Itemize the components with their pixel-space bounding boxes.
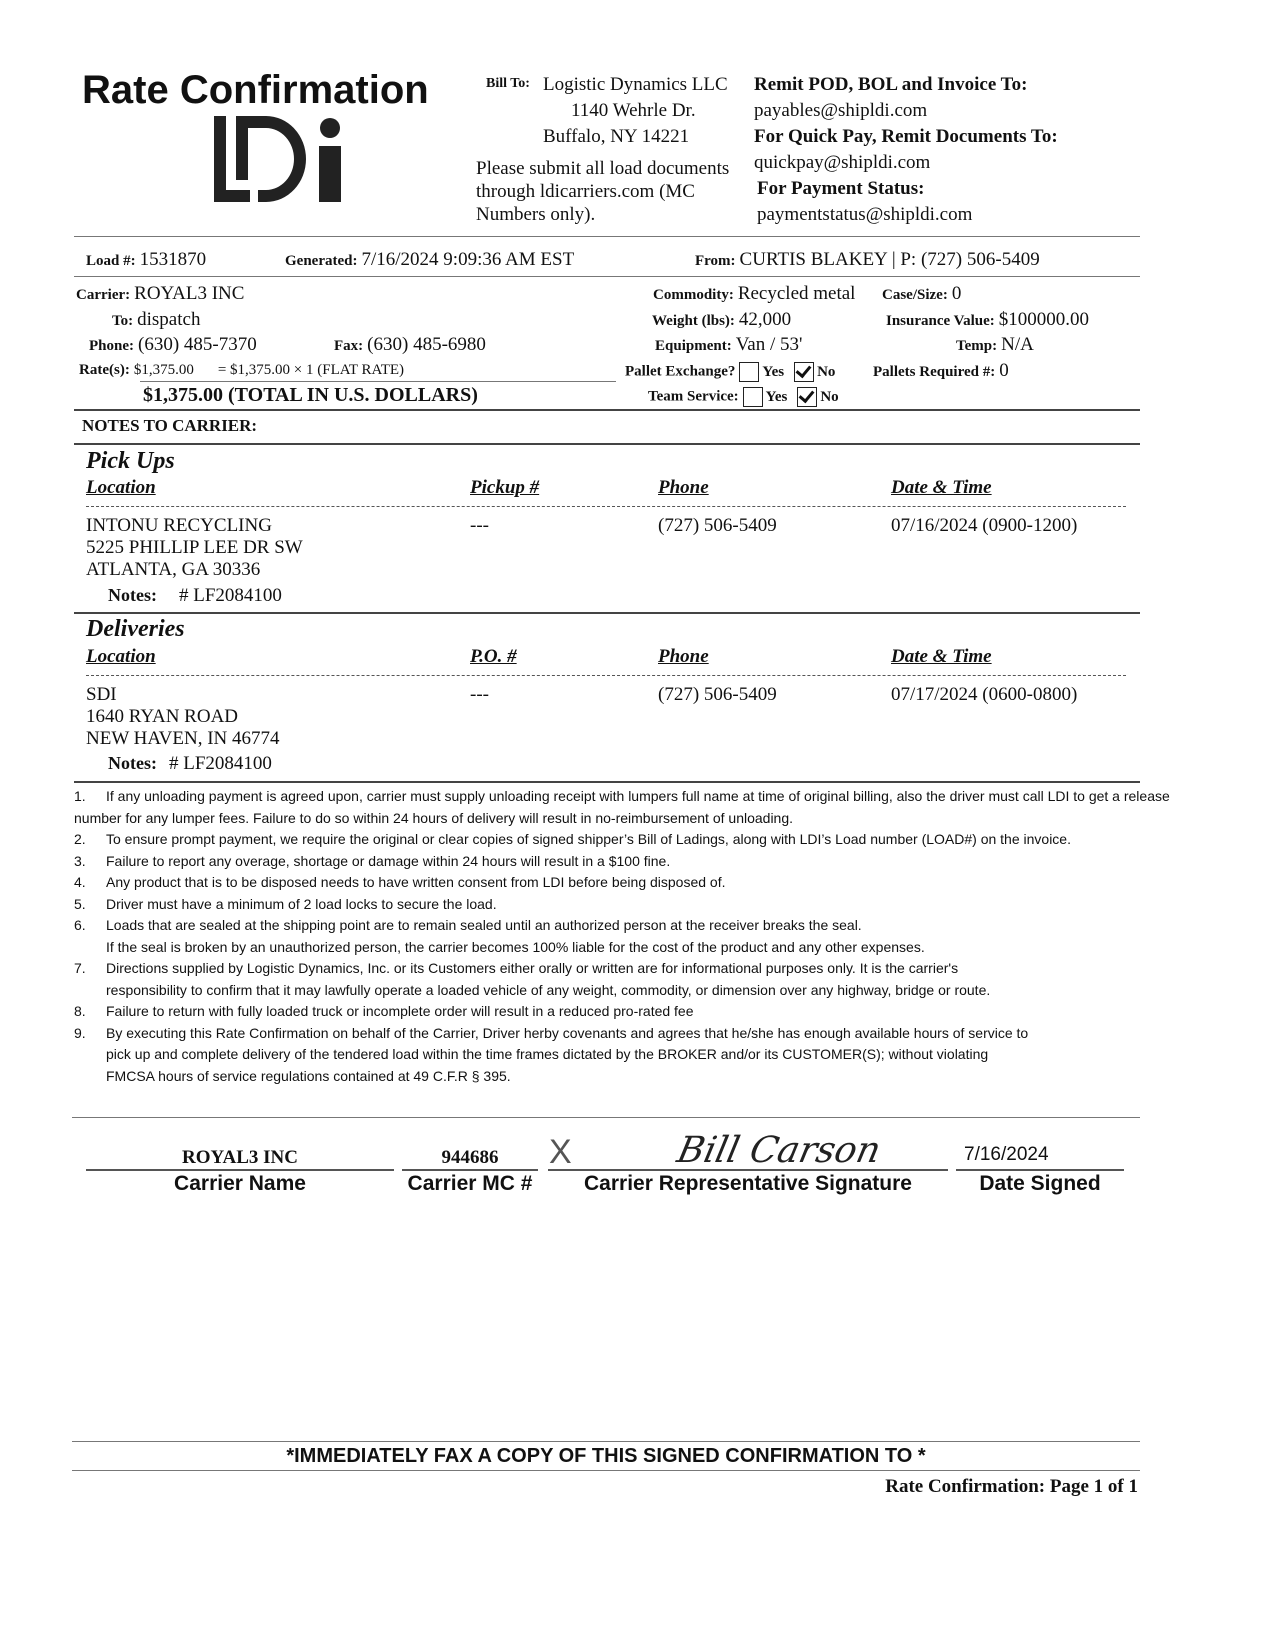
delivery-city: NEW HAVEN, IN 46774 [86, 728, 280, 749]
term-item: 6. Loads that are sealed at the shipping point are to remain sealed until an authorized person at the receiver breaks the seal. [74, 917, 862, 933]
quickpay-label: For Quick Pay, Remit Documents To: [754, 126, 1058, 147]
signature-image: Bill Carson [673, 1130, 885, 1171]
pickups-col-phone: Phone [658, 477, 709, 498]
notes-to-carrier: NOTES TO CARRIER: [82, 416, 258, 435]
equipment: Equipment: Van / 53' [655, 334, 803, 355]
fax-notice: *IMMEDIATELY FAX A COPY OF THIS SIGNED CONFIRMATION TO * [286, 1445, 926, 1467]
page-title: Rate Confirmation [82, 68, 429, 112]
deliveries-col-number: P.O. # [470, 646, 517, 667]
status-email: paymentstatus@shipldi.com [757, 204, 973, 225]
signature-line [956, 1169, 1124, 1171]
term-item: 1. If any unloading payment is agreed upon, carrier must supply unloading receipt with lumpers full name at time of original billing, also the driver must call LDI to get a release number for any lumper fees. Failure to do so within 24 hours of delivery will result in no-reimbursement of unloading. [74, 788, 1170, 826]
bill-to-line: Buffalo, NY 14221 [543, 126, 690, 147]
divider [74, 409, 1140, 411]
bill-to-address [543, 72, 728, 150]
rates: Rate(s): $1,375.00 = $1,375.00 × 1 (FLAT RATE) [79, 362, 405, 378]
divider [74, 443, 1140, 445]
load-number: Load #: 1531870 [86, 249, 207, 270]
carrier-name-label: Carrier Name [174, 1172, 306, 1195]
delivery-notes: Notes: # LF2084100 [108, 753, 272, 774]
deliveries-col-datetime: Date & Time [891, 646, 992, 667]
pickup-address: 5225 PHILLIP LEE DR SW [86, 537, 303, 558]
bill-to-line: Logistic Dynamics LLC [543, 74, 728, 95]
remit-label: Remit POD, BOL and Invoice To: [754, 74, 1028, 95]
divider [74, 612, 1140, 614]
delivery-location [86, 684, 280, 750]
quickpay-email: quickpay@shipldi.com [754, 152, 931, 173]
deliveries-col-phone: Phone [658, 646, 709, 667]
term-item: 5. Driver must have a minimum of 2 load locks to secure the load. [74, 895, 497, 912]
pallets-required: Pallets Required #: 0 [873, 360, 1009, 381]
carrier-phone: Phone: (630) 485-7370 [89, 334, 257, 355]
signature-line [548, 1169, 948, 1171]
carrier: Carrier: ROYAL3 INC [76, 283, 245, 304]
carrier-mc-label: Carrier MC # [407, 1172, 533, 1195]
term-item: 7. Directions supplied by Logistic Dynamics, Inc. or its Customers either orally or written are for informational purposes only. It is the carrier's [74, 960, 959, 976]
temp: Temp: N/A [956, 334, 1034, 355]
delivery-phone: (727) 506-5409 [658, 684, 777, 705]
delivery-address: 1640 RYAN ROAD [86, 706, 239, 727]
generated: Generated: 7/16/2024 9:09:36 AM EST [285, 249, 575, 270]
pickups-col-datetime: Date & Time [891, 477, 992, 498]
pallet-exchange: Pallet Exchange? Yes No [625, 362, 841, 382]
carrier-name-value: ROYAL3 INC [182, 1147, 298, 1168]
pallet-exchange-no-checkbox[interactable] [794, 362, 814, 382]
remit-block [754, 72, 1058, 228]
term-item: 4. Any product that is to be disposed needs to have written consent from LDI before being disposed of. [74, 874, 726, 890]
carrier-fax: Fax: (630) 485-6980 [334, 334, 486, 355]
term-item-cont: FMCSA hours of service regulations contained at 49 C.F.R § 395. [106, 1067, 511, 1084]
divider [140, 381, 616, 382]
signature-line [402, 1169, 538, 1171]
insurance-value: Insurance Value: $100000.00 [886, 309, 1090, 330]
case-size: Case/Size: 0 [882, 283, 962, 304]
divider [74, 276, 1140, 277]
term-item: 8. Failure to return with fully loaded truck or incomplete order will result in a reduced pro-rated fee [74, 1003, 694, 1019]
pickups-col-number: Pickup # [470, 477, 540, 498]
divider [72, 1441, 1140, 1442]
from: From: CURTIS BLAKEY | P: (727) 506-5409 [695, 249, 1040, 270]
pickups-title: Pick Ups [86, 448, 175, 474]
submit-note: Please submit all load documents through ldicarriers.com (MC Numbers only). [476, 158, 730, 225]
date-signed-label: Date Signed [979, 1172, 1101, 1195]
term-item: 9. By executing this Rate Confirmation on behalf of the Carrier, Driver herby covenants and agrees that he/she has enough available hours of service to [74, 1024, 1029, 1041]
status-label: For Payment Status: [757, 178, 925, 199]
divider [72, 1470, 1140, 1471]
divider [74, 236, 1140, 237]
date-signed-value: 7/16/2024 [964, 1144, 1049, 1165]
bill-to-label: Bill To: [486, 76, 530, 91]
total-amount: $1,375.00 (TOTAL IN U.S. DOLLARS) [143, 384, 478, 406]
bill-to-line: 1140 Wehrle Dr. [571, 100, 696, 121]
pickups-col-location: Location [86, 477, 156, 498]
pickup-location [86, 515, 303, 581]
carrier-to: To: dispatch [112, 309, 201, 330]
team-service: Team Service: Yes No [648, 387, 845, 407]
pickup-name: INTONU RECYCLING [86, 515, 272, 536]
deliveries-col-location: Location [86, 646, 156, 667]
pickup-city: ATLANTA, GA 30336 [86, 559, 261, 580]
team-service-no-checkbox[interactable] [797, 387, 817, 407]
ldi-logo [214, 116, 354, 208]
term-item-cont: pick up and complete delivery of the tendered load within the time frames dictated by the BROKER and/or its CUSTOMER(S); without violating [106, 1046, 989, 1062]
weight: Weight (lbs): 42,000 [652, 309, 792, 330]
pickup-notes: Notes: # LF2084100 [108, 585, 282, 606]
terms-list [74, 786, 1204, 1087]
delivery-name: SDI [86, 684, 117, 705]
term-item-cont: responsibility to confirm that it may lawfully operate a loaded vehicle of any weight, commodity, or dimension over any highway, bridge or route. [106, 981, 991, 998]
dashed-divider [86, 675, 1126, 676]
term-item-cont: If the seal is broken by an unauthorized person, the carrier becomes 100% liable for the cost of the product and any other expenses. [106, 938, 925, 955]
term-item: 2. To ensure prompt payment, we require the original or clear copies of signed shipper’s Bill of Ladings, along with LDI’s Load number (LOAD#) on the invoice. [74, 831, 1071, 847]
remit-email: payables@shipldi.com [754, 100, 928, 121]
signature-label: Carrier Representative Signature [584, 1172, 912, 1195]
pickup-phone: (727) 506-5409 [658, 515, 777, 536]
carrier-mc-value: 944686 [441, 1147, 499, 1168]
divider [72, 1117, 1140, 1118]
delivery-number: --- [470, 684, 489, 705]
delivery-datetime: 07/17/2024 (0600-0800) [891, 684, 1078, 705]
term-item: 3. Failure to report any overage, shortage or damage within 24 hours will result in a $100 fine. [74, 852, 671, 869]
pickup-number: --- [470, 515, 489, 536]
commodity: Commodity: Recycled metal [653, 283, 856, 304]
pallet-exchange-yes-checkbox[interactable] [739, 362, 759, 382]
signature-x-mark: X [549, 1133, 572, 1171]
page-number: Rate Confirmation: Page 1 of 1 [885, 1476, 1138, 1497]
divider [74, 781, 1140, 783]
team-service-yes-checkbox[interactable] [743, 387, 763, 407]
pickup-datetime: 07/16/2024 (0900-1200) [891, 515, 1078, 536]
dashed-divider [86, 506, 1126, 507]
signature-line [86, 1169, 394, 1171]
deliveries-title: Deliveries [86, 616, 185, 642]
